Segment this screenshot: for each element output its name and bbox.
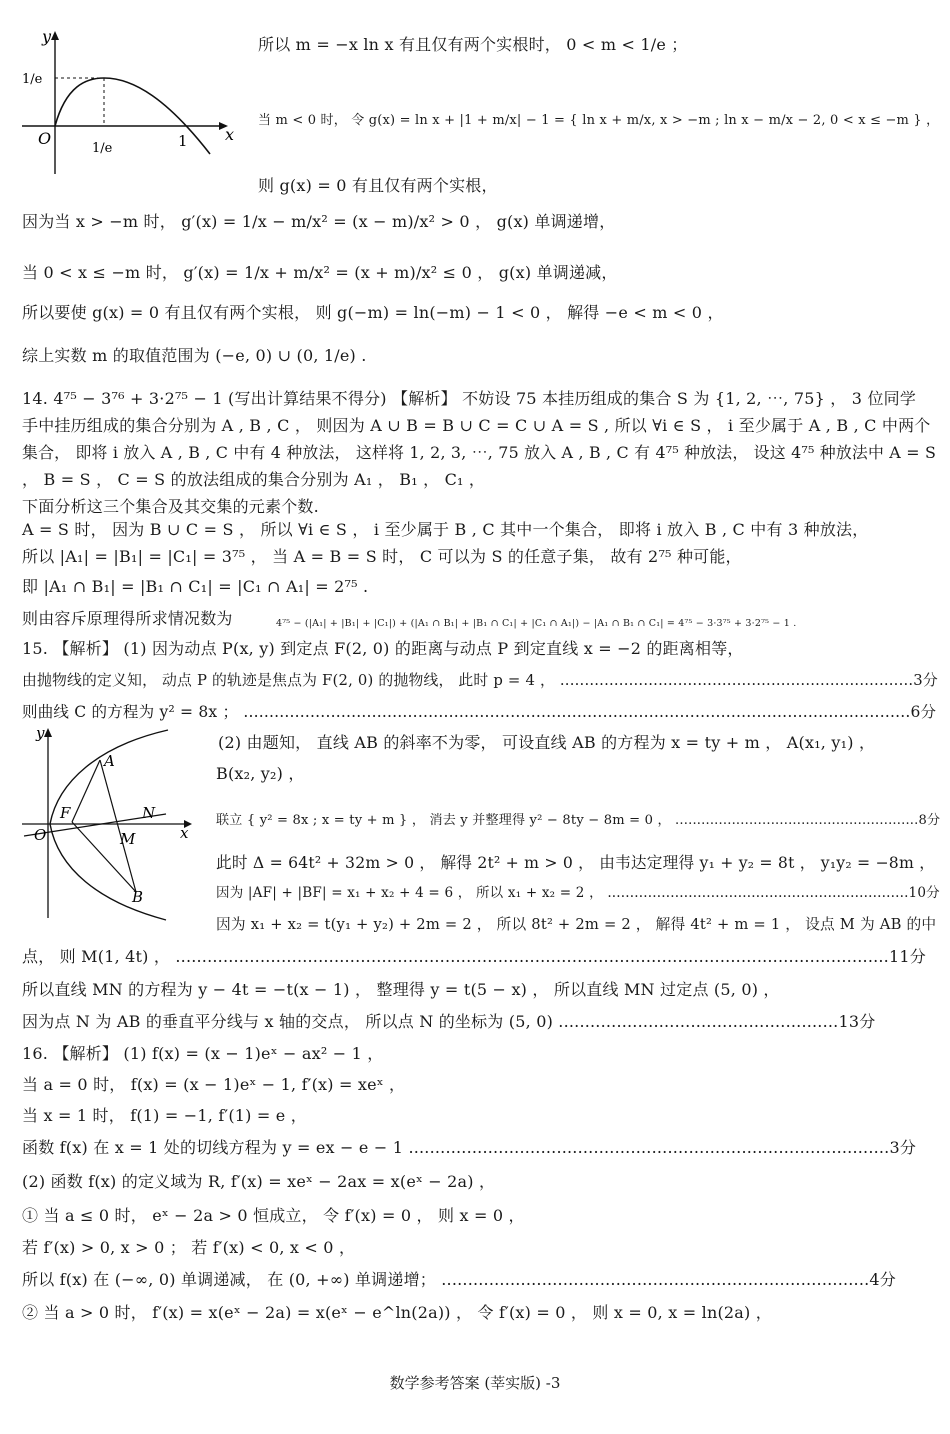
figure-xlnx-graph bbox=[18, 26, 238, 176]
segment-AF bbox=[72, 760, 100, 822]
p14-line-4: ， B = S ， C = S 的放法组成的集合分别为 A₁ ， B₁ ， C₁ ， bbox=[22, 470, 486, 489]
origin-label: O bbox=[38, 129, 52, 148]
x-axis-label: x bbox=[180, 824, 189, 842]
p14-line-8: 即 |A₁ ∩ B₁| = |B₁ ∩ C₁| = |C₁ ∩ A₁| = 2⁷⁵ . bbox=[22, 577, 369, 596]
p15-line-12: 因为点 N 为 AB 的垂直平分线与 x 轴的交点， 所以点 N 的坐标为 (5, 0) .....................................................13分 bbox=[22, 1012, 876, 1031]
p13-line-2: 当 m < 0 时， 令 g(x) = ln x + |1 + m/x| − 1 = { ln x + m/x, x > −m ; ln x − m/x − 2, 0 < x ≤ −m } ， bbox=[258, 113, 940, 128]
p15-line-9: 因为 x₁ + x₂ = t(y₁ + y₂) + 2m = 2 ， 所以 8t² + 2m = 2 ， 解得 4t² + m = 1 ， 设点 M 为 AB 的中 bbox=[216, 916, 937, 933]
point-B-label: B bbox=[132, 888, 144, 906]
p14-line-1: 14. 4⁷⁵ − 3⁷⁶ + 3·2⁷⁵ − 1 (写出计算结果不得分) 【解析】 不妨设 75 本挂历组成的集合 S 为 {1, 2, ⋯, 75} ， 3 位同学 bbox=[22, 389, 917, 408]
p16-line-9: ② 当 a > 0 时， f′(x) = x(eˣ − 2a) = x(eˣ − e^ln(2a)) ， 令 f′(x) = 0 ， 则 x = 0, x = ln(2a) ， bbox=[22, 1303, 772, 1322]
p14-line-9: 则由容斥原理得所求情况数为 bbox=[22, 609, 233, 628]
p15-line-10: 点， 则 M(1, 4t) ， .......................................................................................................................................11分 bbox=[22, 947, 926, 966]
p16-line-5: (2) 函数 f(x) 的定义域为 R, f′(x) = xeˣ − 2ax = x(eˣ − 2a) ， bbox=[22, 1172, 496, 1191]
p15-line-7: 此时 Δ = 64t² + 32m > 0 ， 解得 2t² + m > 0 ， 由韦达定理得 y₁ + y₂ = 8t ， y₁y₂ = −8m ， bbox=[216, 853, 936, 872]
figure-parabola bbox=[18, 722, 198, 922]
p15-line-4: (2) 由题知， 直线 AB 的斜率不为零， 可设直线 AB 的方程为 x = ty + m ， A(x₁, y₁) ， bbox=[218, 733, 876, 752]
p13-line-3: 则 g(x) = 0 有且仅有两个实根， bbox=[258, 176, 498, 195]
p14-line-7: 所以 |A₁| = |B₁| = |C₁| = 3⁷⁵ ， 当 A = B = S 时， C 可以为 S 的任意子集， 故有 2⁷⁵ 种可能， bbox=[22, 547, 742, 566]
p16-line-4: 函数 f(x) 在 x = 1 处的切线方程为 y = ex − e − 1 ...........................................................................................3分 bbox=[22, 1138, 917, 1157]
p15-line-5: B(x₂, y₂) ， bbox=[216, 764, 305, 783]
y-axis-arrow-icon bbox=[51, 31, 59, 40]
p14-line-2: 手中挂历组成的集合分别为 A , B , C ， 则因为 A ∪ B = B ∪ C = C ∪ A = S , 所以 ∀i ∈ S ， i 至少属于 A , B , C 中两个 bbox=[22, 416, 931, 435]
p16-line-2: 当 a = 0 时， f(x) = (x − 1)eˣ − 1, f′(x) = xeˣ ， bbox=[22, 1075, 406, 1094]
p13-line-6: 所以要使 g(x) = 0 有且仅有两个实根， 则 g(−m) = ln(−m) − 1 < 0 ， 解得 −e < m < 0 ， bbox=[22, 303, 724, 322]
y-axis-label: y bbox=[42, 27, 52, 46]
p14-line-6: A = S 时， 因为 B ∪ C = S ， 所以 ∀i ∈ S ， i 至少属于 B , C 其中一个集合， 即将 i 放入 B , C 中有 3 种放法， bbox=[22, 520, 869, 539]
y-axis-label: y bbox=[36, 724, 45, 742]
p15-line-1: 15. 【解析】 (1) 因为动点 P(x, y) 到定点 F(2, 0) 的距离与动点 P 到定直线 x = −2 的距离相等， bbox=[22, 639, 744, 658]
y-axis-arrow-icon bbox=[44, 728, 52, 737]
p14-line-5: 下面分析这三个集合及其交集的元素个数. bbox=[22, 497, 319, 516]
point-F-label: F bbox=[60, 804, 71, 822]
p16-line-3: 当 x = 1 时， f(1) = −1, f′(1) = e ， bbox=[22, 1106, 307, 1125]
p16-line-7: 若 f′(x) > 0, x > 0 ； 若 f′(x) < 0, x < 0 ， bbox=[22, 1238, 356, 1257]
origin-label: O bbox=[34, 826, 47, 844]
p13-line-1: 所以 m = −x ln x 有且仅有两个实根时， 0 < m < 1/e ； bbox=[258, 35, 688, 54]
point-N-label: N bbox=[142, 804, 156, 822]
peak-value-label: 1/e bbox=[22, 72, 43, 87]
p15-line-2: 由抛物线的定义知， 动点 P 的轨迹是焦点为 F(2, 0) 的抛物线， 此时 p = 4 ， ........................................................................3分 bbox=[22, 672, 938, 689]
x-tick-inv-e: 1/e bbox=[92, 141, 113, 156]
p15-line-3: 则曲线 C 的方程为 y² = 8x ； ..................................................................................................................................6分 bbox=[22, 703, 937, 721]
point-A-label: A bbox=[104, 752, 115, 770]
p16-line-1: 16. 【解析】 (1) f(x) = (x − 1)eˣ − ax² − 1 ， bbox=[22, 1044, 384, 1063]
p14-line-3: 集合， 即将 i 放入 A , B , C 中有 4 种放法， 这样将 1, 2, 3, ⋯, 75 放入 A , B , C 有 4⁷⁵ 种放法， 设这 4⁷⁵ 种放法中 A = S bbox=[22, 443, 937, 462]
point-M-label: M bbox=[120, 830, 136, 848]
p15-line-11: 所以直线 MN 的方程为 y − 4t = −t(x − 1) ， 整理得 y = t(5 − x) ， 所以直线 MN 过定点 (5, 0) ， bbox=[22, 980, 780, 999]
p15-line-8: 因为 |AF| + |BF| = x₁ + x₂ + 4 = 6 ， 所以 x₁ + x₂ = 2 ， ...................................................................10分 bbox=[216, 885, 940, 901]
p13-line-5: 当 0 < x ≤ −m 时， g′(x) = 1/x + m/x² = (x + m)/x² ≤ 0 ， g(x) 单调递减， bbox=[22, 263, 618, 282]
p16-line-8: 所以 f(x) 在 (−∞, 0) 单调递减， 在 (0, +∞) 单调递增； .................................................................................4分 bbox=[22, 1270, 896, 1289]
p14-formula: 4⁷⁵ − (|A₁| + |B₁| + |C₁|) + (|A₁ ∩ B₁| + |B₁ ∩ C₁| + |C₁ ∩ A₁|) − |A₁ ∩ B₁ ∩ C₁| = 4⁷⁵ − 3·3⁷⁵ + 3·2⁷⁵ − 1 . bbox=[276, 618, 797, 629]
page-footer: 数学参考答案 (莘实版) -3 bbox=[389, 1374, 561, 1392]
p13-line-7: 综上实数 m 的取值范围为 (−e, 0) ∪ (0, 1/e) . bbox=[22, 346, 367, 365]
x-tick-one: 1 bbox=[178, 132, 188, 150]
x-axis-label: x bbox=[225, 125, 235, 144]
p16-line-6: ① 当 a ≤ 0 时， eˣ − 2a > 0 恒成立， 令 f′(x) = 0 ， 则 x = 0 ， bbox=[22, 1206, 525, 1225]
p13-line-4: 因为当 x > −m 时， g′(x) = 1/x − m/x² = (x − m)/x² > 0 ， g(x) 单调递增， bbox=[22, 212, 616, 231]
p15-line-6: 联立 { y² = 8x ; x = ty + m } ， 消去 y 并整理得 y² − 8ty − 8m = 0 ， ........................................................8分 bbox=[216, 813, 941, 828]
